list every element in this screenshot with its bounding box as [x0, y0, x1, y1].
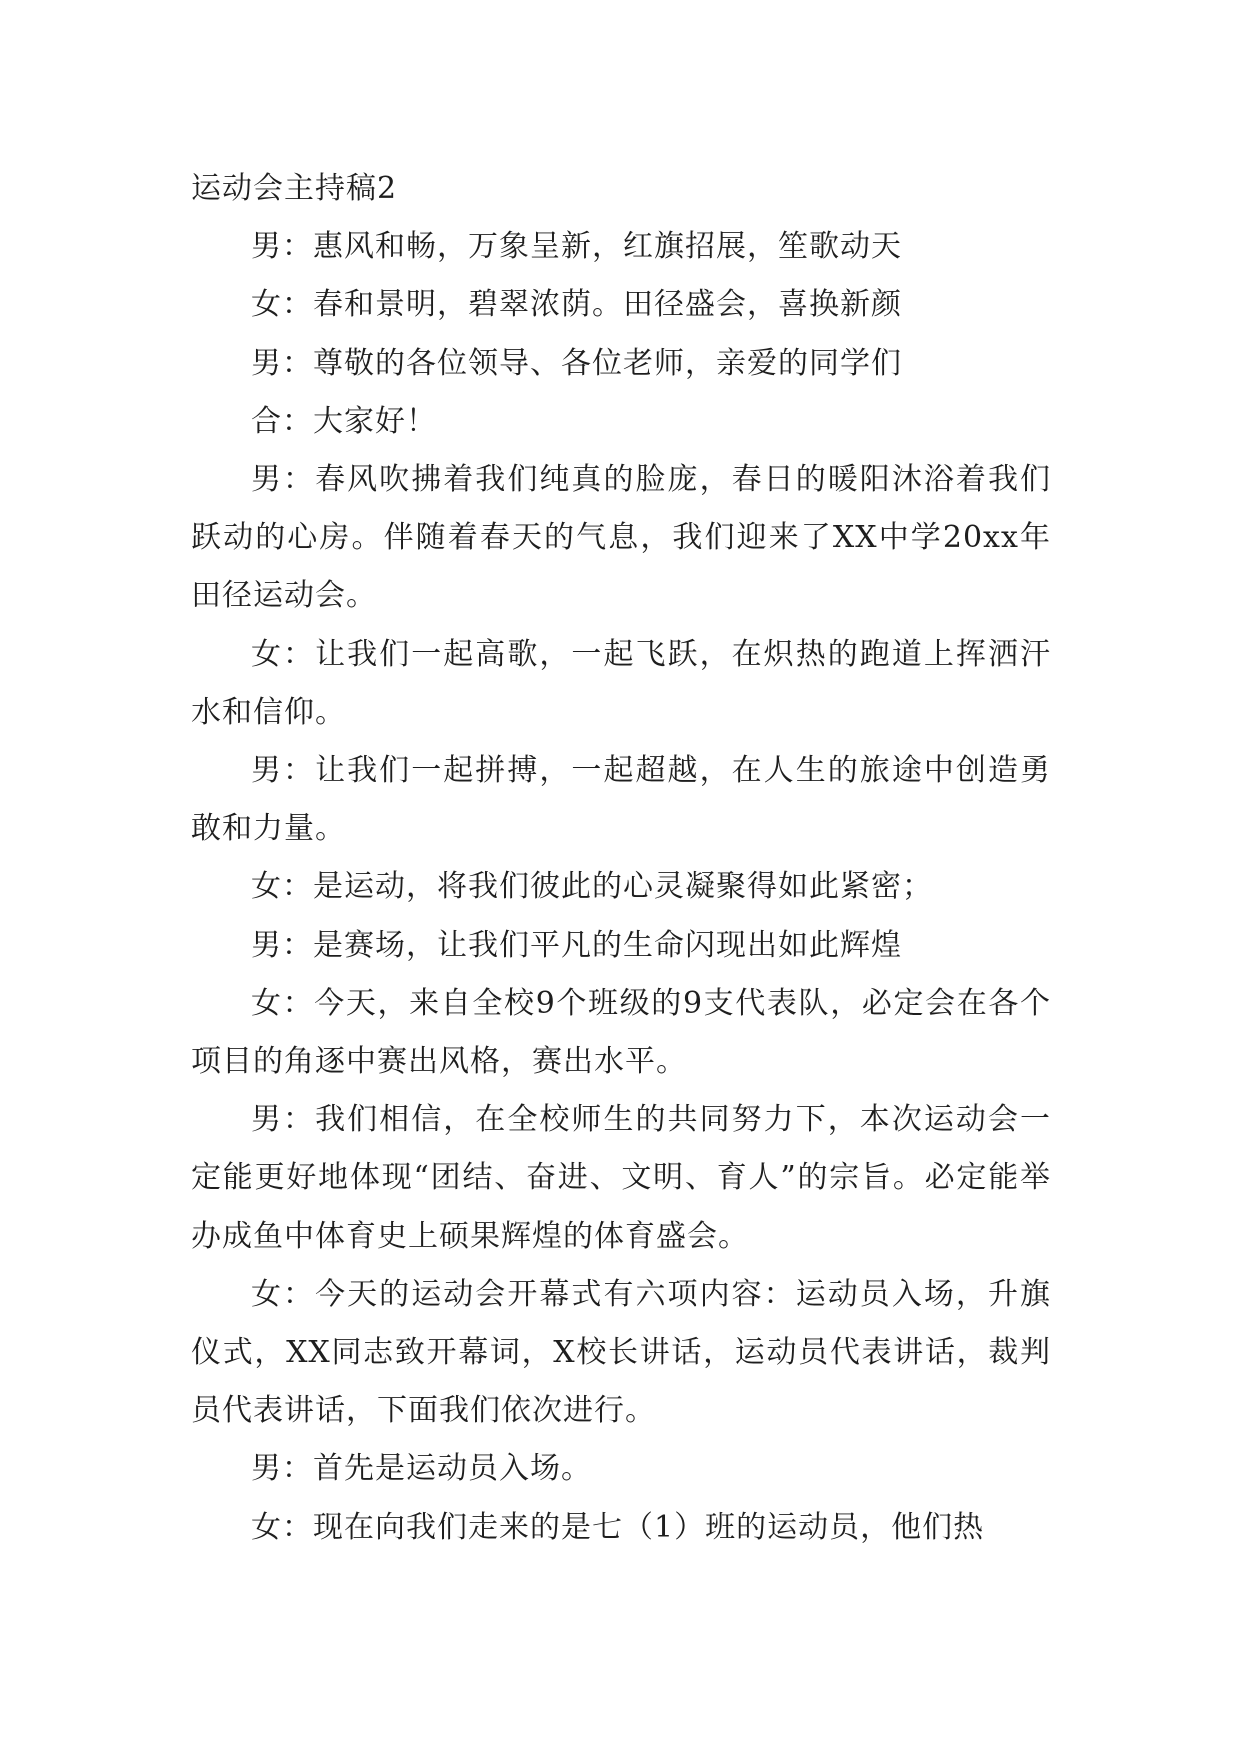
document-body: [191, 160, 1051, 1557]
paragraph: 男：春风吹拂着我们纯真的脸庞，春日的暖阳沐浴着我们跃动的心房。伴随着春天的气息，我们迎来了XX中学20xx年田径运动会。: [191, 462, 1051, 614]
paragraph: 女：春和景明，碧翠浓荫。田径盛会，喜换新颜: [251, 287, 902, 323]
paragraph: 女：现在向我们走来的是七（1）班的运动员，他们热: [251, 1509, 985, 1545]
paragraph: 女：让我们一起高歌，一起飞跃，在炽热的跑道上挥洒汗水和信仰。: [191, 636, 1051, 730]
paragraph: 女：今天，来自全校9个班级的9支代表队，必定会在各个项目的角逐中赛出风格，赛出水平。: [191, 985, 1051, 1080]
paragraph: 男：尊敬的各位领导、各位老师，亲爱的同学们: [251, 345, 902, 381]
paragraph: 男：让我们一起拼搏，一起超越，在人生的旅途中创造勇敢和力量。: [191, 753, 1051, 847]
paragraph: 男：首先是运动员入场。: [251, 1451, 592, 1487]
paragraph: 男：惠风和畅，万象呈新，红旗招展，笙歌动天: [251, 229, 902, 265]
paragraph: 女：今天的运动会开幕式有六项内容：运动员入场，升旗仪式，XX同志致开幕词，X校长讲话，运动员代表讲话，裁判员代表讲话，下面我们依次进行。: [191, 1276, 1051, 1429]
paragraph: 男：我们相信，在全校师生的共同努力下，本次运动会一定能更好地体现“团结、奋进、文明、育人”的宗旨。必定能举办成鱼中体育史上硕果辉煌的体育盛会。: [191, 1102, 1051, 1254]
paragraph: 男：是赛场，让我们平凡的生命闪现出如此辉煌: [251, 927, 902, 963]
document-title: 运动会主持稿2: [191, 171, 398, 206]
paragraph: 女：是运动，将我们彼此的心灵凝聚得如此紧密；: [251, 869, 933, 905]
paragraph: 合：大家好！: [251, 403, 437, 439]
